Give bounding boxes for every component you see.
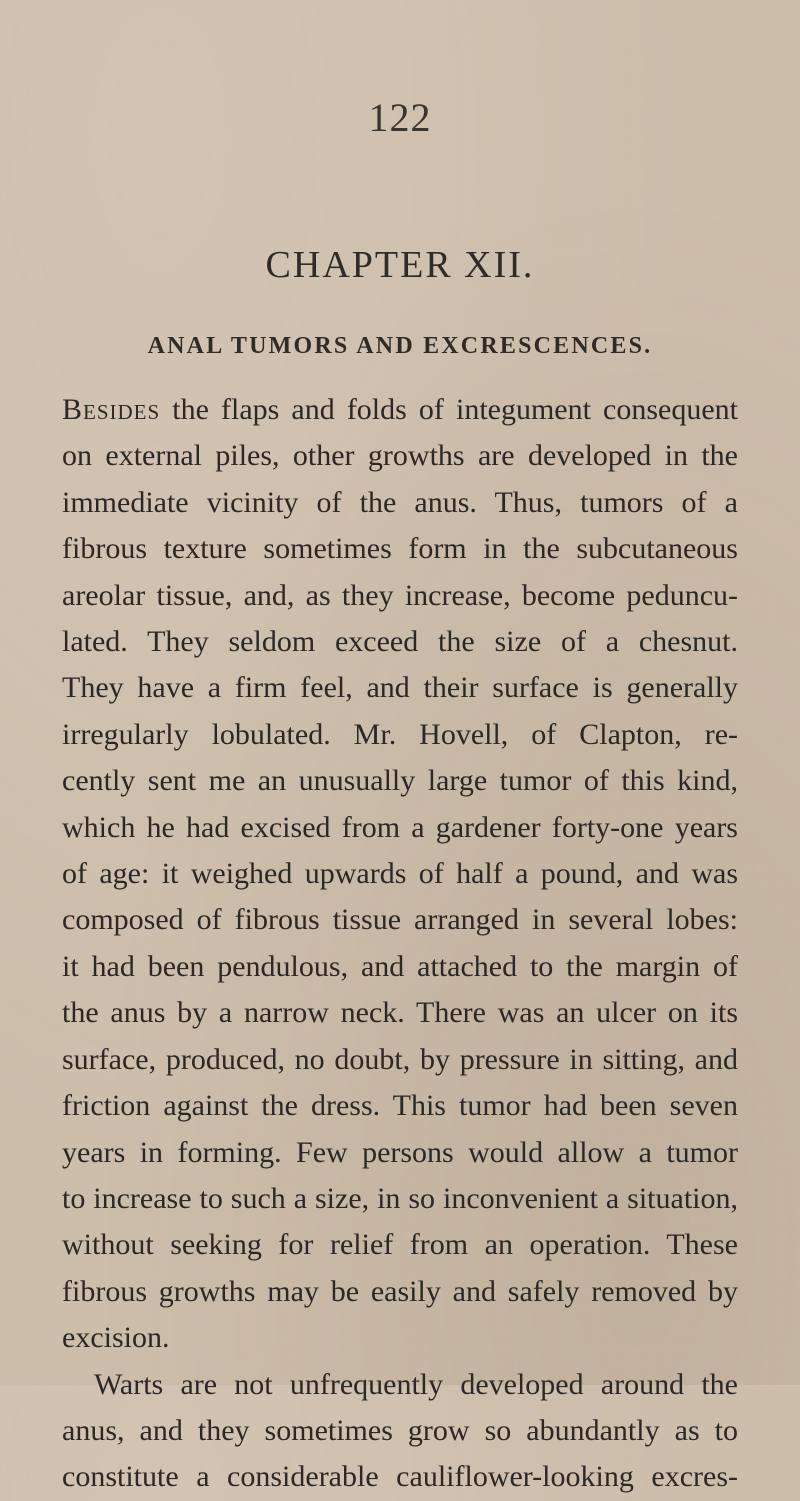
text-line: it had been pendulous, and attached to the margin of	[62, 949, 738, 983]
text-line: anus, and they sometimes grow so abundantly as to	[62, 1413, 738, 1447]
paragraph-2	[62, 1362, 738, 1501]
text-line: excision.	[62, 1321, 170, 1355]
text-line: without seeking for relief from an operation. These	[62, 1228, 738, 1262]
text-line: fibrous texture sometimes form in the subcutaneous	[62, 532, 738, 566]
text-line: of age: it weighed upwards of half a pound, and was	[62, 857, 738, 891]
text-line: They have a firm feel, and their surface is generally	[62, 671, 738, 705]
text-line: composed of fibrous tissue arranged in several lobes:	[62, 903, 738, 937]
text-line: irregularly lobulated. Mr. Hovell, of Clapton, re-	[62, 717, 738, 751]
text-line: surface, produced, no doubt, by pressure in sitting, and	[62, 1042, 738, 1076]
text-line	[62, 387, 738, 433]
paragraph-1	[62, 387, 738, 1362]
text-line-content: Warts are not unfrequently developed around the	[94, 1367, 738, 1401]
text-line: friction against the dress. This tumor had been seven	[62, 1089, 738, 1123]
text-line: which he had excised from a gardener forty-one years	[62, 810, 738, 844]
text-line: the anus by a narrow neck. There was an ulcer on its	[62, 996, 738, 1030]
text-line: constitute a considerable cauliflower-looking excres-	[62, 1460, 738, 1494]
text-line: immediate vicinity of the anus. Thus, tumors of a	[62, 485, 738, 519]
text-line: on external piles, other growths are developed in the	[62, 439, 738, 473]
text-line: lated. They seldom exceed the size of a chesnut.	[62, 625, 738, 659]
text-line: cently sent me an unusually large tumor of this kind,	[62, 764, 738, 798]
text-line: areolar tissue, and, as they increase, become peduncu-	[62, 578, 738, 612]
page-number: 122	[368, 95, 432, 140]
text-line: years in forming. Few persons would allow a tumor	[62, 1135, 738, 1169]
chapter-title: CHAPTER XII.	[265, 244, 535, 286]
text-line-rest: the flaps and folds of integument consequent	[160, 393, 738, 426]
chapter-subtitle: ANAL TUMORS AND EXCRESCENCES.	[147, 333, 653, 359]
text-line: to increase to such a size, in so inconvenient a situation,	[62, 1181, 738, 1215]
drop-word: Besides	[62, 393, 161, 426]
body-text	[62, 387, 738, 1501]
text-line: fibrous growths may be easily and safely removed by	[62, 1274, 738, 1308]
